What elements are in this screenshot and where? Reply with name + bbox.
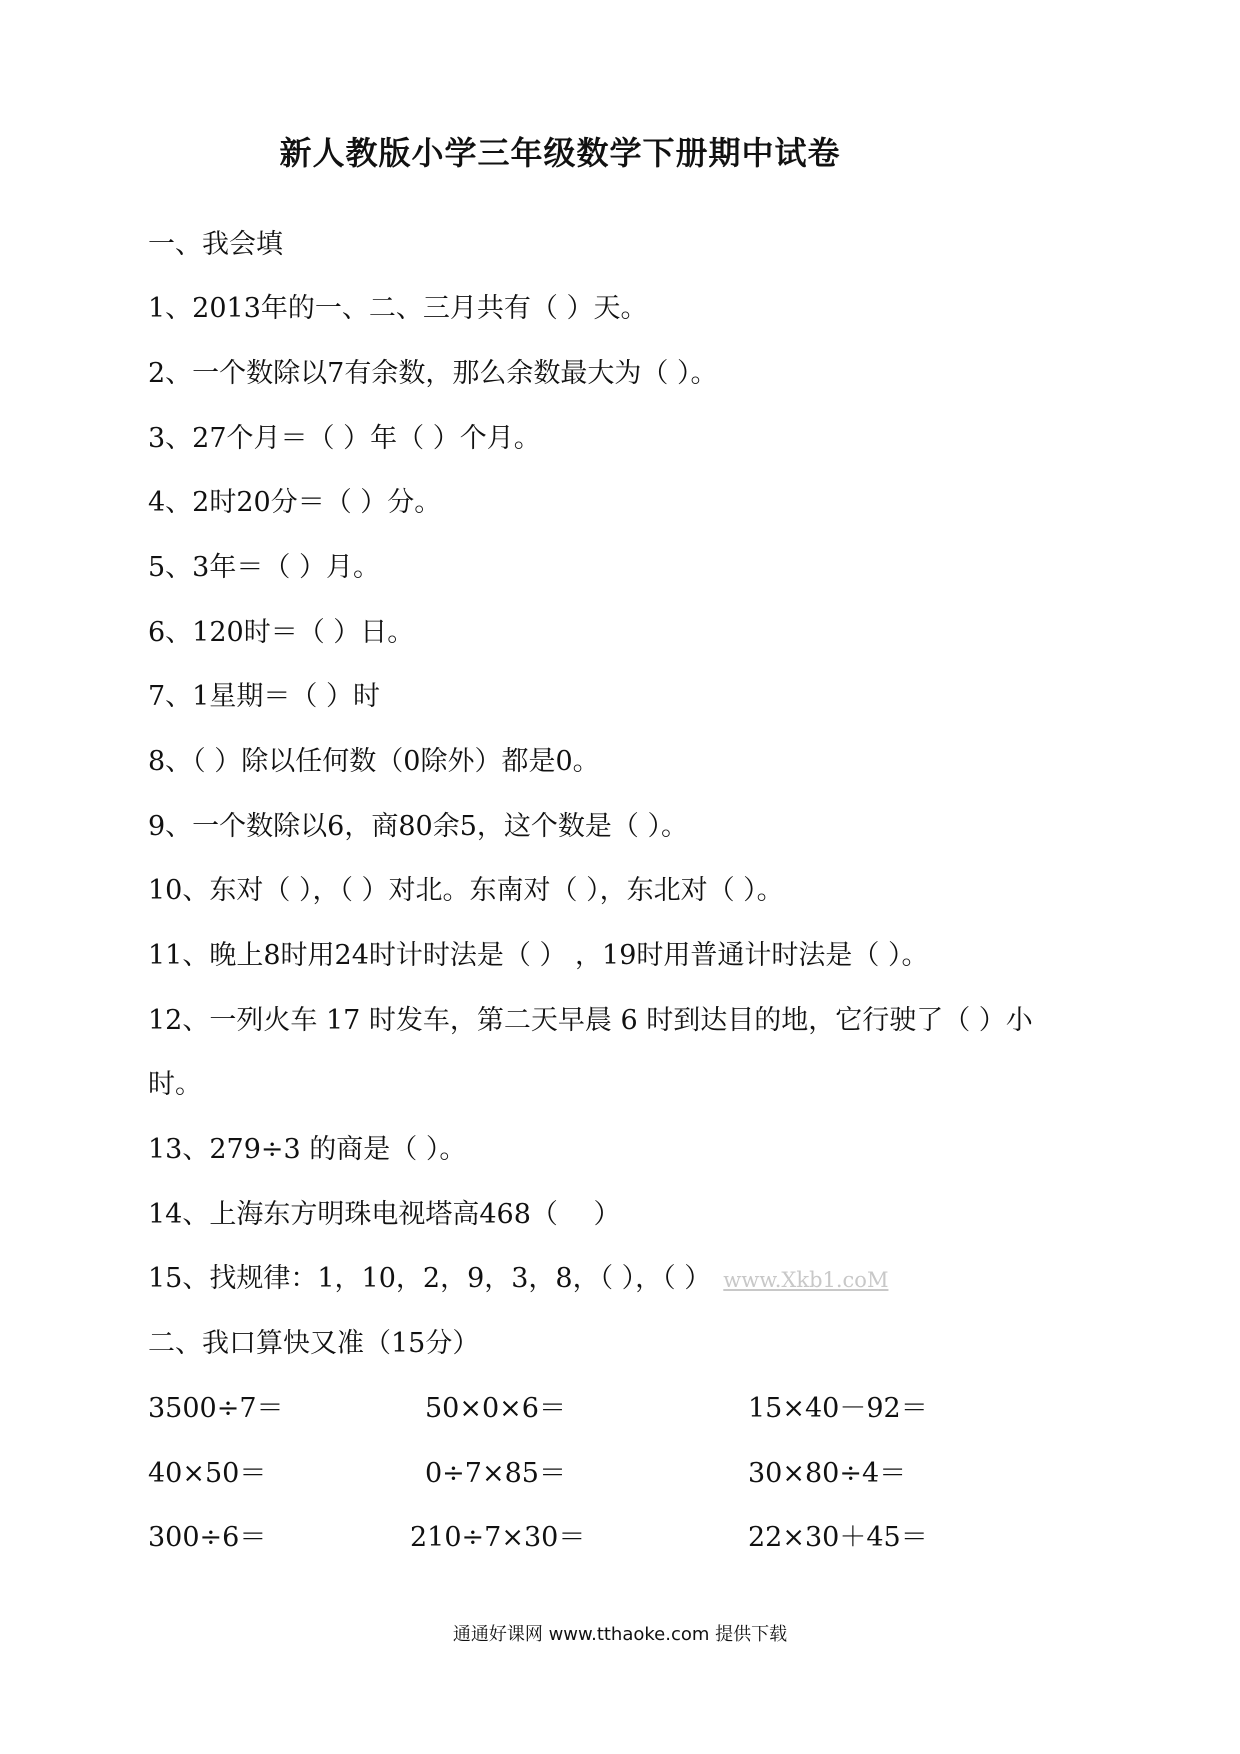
question-3: 3、27个月＝（ ）年（ ）个月。 <box>148 423 541 454</box>
question-7: 7、1星期＝（ ）时 <box>148 681 380 712</box>
calc-r1-c3: 15×40－92＝ <box>748 1393 928 1424</box>
calc-r2-c3: 30×80÷4＝ <box>748 1458 907 1489</box>
question-9: 9、一个数除以6，商80余5，这个数是（ ）。 <box>148 811 688 842</box>
question-2: 2、一个数除以7有余数，那么余数最大为（ ）。 <box>148 358 718 389</box>
question-11: 11、晚上8时用24时计时法是（ ） ，19时用普通计时法是（ ）。 <box>148 940 929 971</box>
question-5: 5、3年＝（ ）月。 <box>148 552 380 583</box>
question-15-text: 15、找规律：1，10，2，9，3，8，（ ），（ ） <box>148 1263 712 1294</box>
question-6: 6、120时＝（ ）日。 <box>148 617 415 648</box>
calc-r3-c1: 300÷6＝ <box>148 1522 267 1553</box>
section-heading-mental-math: 二、我口算快又准（15分） <box>148 1328 480 1359</box>
question-12-continued: 时。 <box>148 1069 202 1100</box>
calc-r1-c2: 50×0×6＝ <box>425 1393 566 1424</box>
calc-r3-c2: 210÷7×30＝ <box>410 1522 586 1553</box>
calc-r1-c1: 3500÷7＝ <box>148 1393 284 1424</box>
question-14: 14、上海东方明珠电视塔高468（ ） <box>148 1199 621 1230</box>
footer-credit: 通通好课网 www.tthaoke.com 提供下载 <box>452 1624 788 1645</box>
question-4: 4、2时20分＝（ ）分。 <box>148 487 442 518</box>
page-title: 新人教版小学三年级数学下册期中试卷 <box>279 134 841 172</box>
watermark-link[interactable]: www.Xkb1.coM <box>723 1268 889 1292</box>
calc-r2-c2: 0÷7×85＝ <box>425 1458 566 1489</box>
question-1: 1、2013年的一、二、三月共有（ ）天。 <box>148 293 648 324</box>
section-heading-fill: 一、我会填 <box>148 229 283 260</box>
question-8: 8、（ ）除以任何数（0除外）都是0。 <box>148 746 600 777</box>
calc-r3-c3: 22×30＋45＝ <box>748 1522 928 1553</box>
question-15 <box>148 1262 888 1297</box>
calc-r2-c1: 40×50＝ <box>148 1458 267 1489</box>
question-12: 12、一列火车 17 时发车，第二天早晨 6 时到达目的地，它行驶了（ ）小 <box>148 1005 1033 1036</box>
question-13: 13、279÷3 的商是（ ）。 <box>148 1134 467 1165</box>
question-10: 10、东对（ ），（ ）对北。东南对（ ），东北对（ ）。 <box>148 875 784 906</box>
